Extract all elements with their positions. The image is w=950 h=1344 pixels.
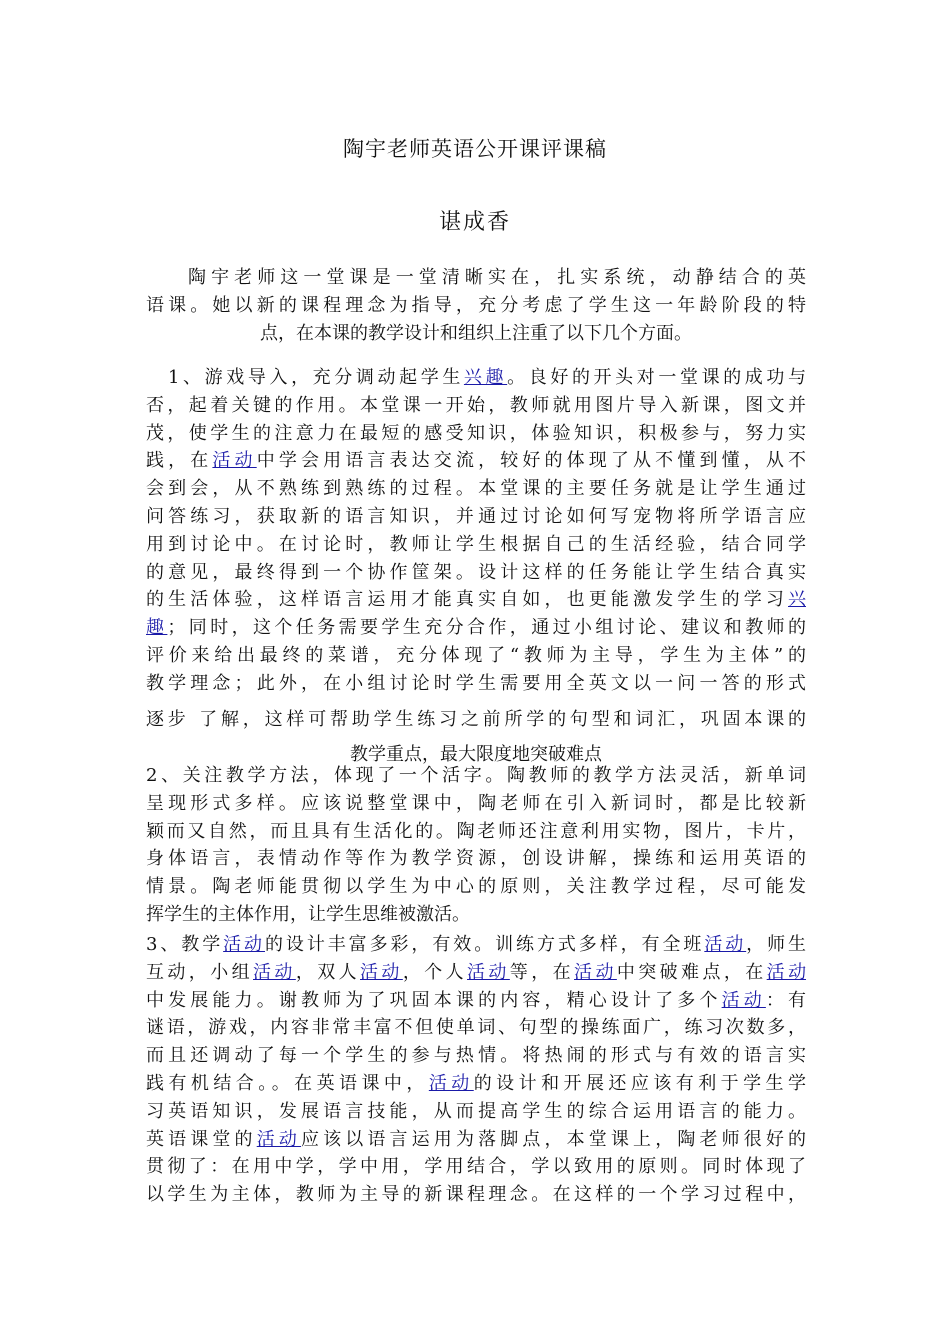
link-activity[interactable]: 活动: [766, 961, 806, 983]
text-run: ；同时，这个任务需要学生充分合作，通过小组讨论、建议和教师的: [167, 617, 806, 639]
link-activity[interactable]: 活动: [704, 934, 747, 955]
section-3-paragraph: [146, 931, 806, 1209]
paragraph-line: 逐步 了解，这样可帮助学生练习之前所学的句型和词汇，巩固本课的: [146, 708, 806, 730]
text-run: 3、教学: [146, 934, 224, 955]
paragraph-line: 教学重点，最大限度地突破难点: [350, 744, 602, 766]
paragraph-line: 身体语言，表情动作等作为教学资源，创设讲解，操练和运用英语的: [146, 848, 806, 870]
text-run: ，双人: [295, 961, 361, 983]
text-run: 中学会用语言表达交流，较好的体现了从不懂到懂，从不: [256, 450, 806, 472]
text-run: ，个人: [402, 961, 468, 983]
link-interest[interactable]: 兴趣: [463, 367, 508, 388]
paragraph-line: [146, 987, 806, 1015]
section-1-paragraph: [146, 364, 806, 769]
paragraph-line: 评价来给出最终的菜谱，充分体现了“教师为主导，学生为主体”的: [146, 644, 806, 666]
paragraph-line: [146, 364, 806, 392]
paragraph-line: [146, 447, 806, 475]
intro-line: 点，在本课的教学设计和组织上注重了以下几个方面。: [260, 322, 692, 344]
link-activity[interactable]: 活动: [721, 989, 766, 1011]
text-run: 中突破难点，在: [616, 961, 767, 983]
text-run: 。良好的开头对一堂课的成功与: [507, 367, 806, 388]
text-run: 互动，小组: [146, 961, 253, 983]
document-title: 陶宇老师英语公开课评课稿: [343, 137, 607, 161]
paragraph-line: 否，起着关键的作用。本堂课一开始，教师就用图片导入新课，图文并: [146, 394, 806, 416]
text-run: 践，在: [146, 450, 213, 472]
paragraph-line: 教学理念；此外，在小组讨论时学生需要用全英文以一问一答的形式: [146, 672, 806, 694]
link-activity[interactable]: 活动: [428, 1072, 474, 1094]
link-activity[interactable]: 活动: [223, 934, 265, 955]
text-run: 1、游戏导入，充分调动起学生: [168, 367, 464, 388]
link-interest[interactable]: 兴: [788, 589, 806, 611]
paragraph-line: 会到会，从不熟练到熟练的过程。本堂课的主要任务就是让学生通过: [146, 478, 806, 500]
paragraph-line: 颖而又自然，而且具有生活化的。陶老师还注意利用实物，图片，卡片，: [146, 820, 806, 842]
link-activity[interactable]: 活动: [256, 1128, 301, 1150]
paragraph-line: 茂，使学生的注意力在最短的感受知识，体验知识，积极参与，努力实: [146, 422, 806, 444]
intro-line: 陶宇老师这一堂课是一堂清晰实在，扎实系统，动静结合的英: [188, 267, 806, 288]
text-run: 等，在: [509, 961, 575, 983]
text-run: 中发展能力。谢教师为了巩固本课的内容，精心设计了多个: [146, 989, 722, 1011]
paragraph-line: 贯彻了：在用中学，学中用，学用结合，学以致用的原则。同时体现了: [146, 1156, 806, 1178]
section-2-paragraph: [146, 762, 806, 929]
text-run: ，师生: [746, 934, 806, 955]
text-run: 践有机结合。。在英语课中，: [146, 1072, 429, 1094]
paragraph-line: 习英语知识，发展语言技能，从而提高学生的综合运用语言的能力。: [146, 1100, 806, 1122]
author-name: 谌成香: [438, 210, 511, 235]
paragraph-line: 用到讨论中。在讨论时，教师让学生根据自己的生活经验，结合同学: [146, 533, 806, 555]
paragraph-line: 谜语，游戏，内容非常丰富不但使单词、句型的操练面广，练习次数多，: [146, 1017, 806, 1039]
paragraph-line: 问答练习，获取新的语言知识，并通过讨论如何写宠物将所学语言应: [146, 505, 806, 527]
paragraph-line: 呈现形式多样。应该说整堂课中，陶老师在引入新词时，都是比较新: [146, 792, 806, 814]
link-activity[interactable]: 活动: [212, 450, 257, 472]
text-run: 的生活体验，这样语言运用才能真实自如，也更能激发学生的学习: [146, 589, 788, 611]
intro-line: 语课。她以新的课程理念为指导，充分考虑了学生这一年龄阶段的特: [146, 294, 806, 316]
link-interest[interactable]: 趣: [146, 617, 168, 639]
text-run: 应该以语言运用为落脚点，本堂课上，陶老师很好的: [300, 1128, 806, 1150]
link-activity[interactable]: 活动: [574, 961, 617, 983]
paragraph-line: 而且还调动了每一个学生的参与热情。将热闹的形式与有效的语言实: [146, 1045, 806, 1067]
link-activity[interactable]: 活动: [467, 961, 510, 983]
paragraph-line: 的意见，最终得到一个协作筐架。设计这样的任务能让学生结合真实: [146, 561, 806, 583]
paragraph-line: 2、关注教学方法，体现了一个活字。陶教师的教学方法灵活，新单词: [146, 765, 806, 786]
paragraph-line: 情景。陶老师能贯彻以学生为中心的原则，关注教学过程，尽可能发: [146, 876, 806, 898]
text-run: ：有: [765, 989, 806, 1011]
paragraph-line: [146, 614, 806, 642]
paragraph-line: [146, 959, 806, 987]
paragraph-line: 挥学生的主体作用，让学生思维被激活。: [146, 903, 470, 925]
link-activity[interactable]: 活动: [253, 961, 296, 983]
paragraph-line: [146, 586, 806, 614]
link-activity[interactable]: 活动: [360, 961, 403, 983]
text-run: 英语课堂的: [146, 1128, 257, 1150]
paragraph-line: [146, 931, 806, 959]
text-run: 的设计和开展还应该有利于学生学: [473, 1072, 806, 1094]
intro-paragraph: [146, 264, 806, 347]
paragraph-line: 以学生为主体，教师为主导的新课程理念。在这样的一个学习过程中，: [146, 1184, 806, 1206]
text-run: 的设计丰富多彩，有效。训练方式多样，有全班: [264, 934, 705, 955]
paragraph-line: [146, 1070, 806, 1098]
paragraph-line: [146, 1126, 806, 1154]
